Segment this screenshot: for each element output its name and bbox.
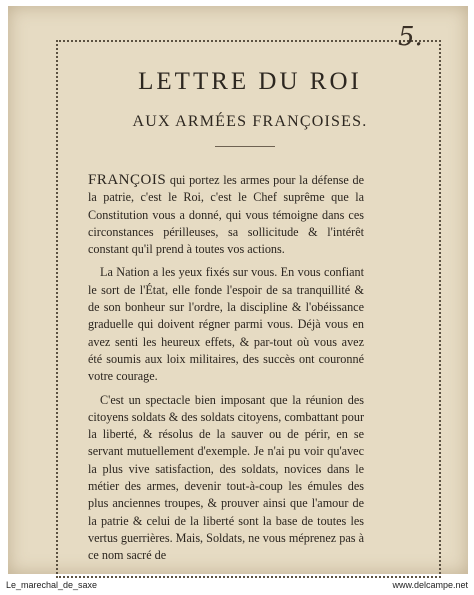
paragraph-2 [88, 264, 364, 385]
letter-body [88, 172, 364, 571]
site-url: www.delcampe.net [392, 580, 468, 590]
seller-name: Le_marechal_de_saxe [6, 580, 98, 590]
paragraph-text: qui portez les armes pour la défense de la patrie, c'est le Roi, c'est le Chef suprême que la Constitution vous a donné, qui vous témoigne dans ces circonstances périlleuses, sa sollicitude & l'intérêt constant qu'il prend à toutes vos actions. [88, 173, 364, 257]
document-title: LETTRE DU ROI [138, 68, 362, 95]
document-subtitle: AUX ARMÉES FRANÇOISES. [132, 113, 368, 130]
paragraph-1 [88, 172, 364, 258]
paragraph-text: La Nation a les yeux fixés sur vous. En vous confiant le sort de l'État, elle fonde l'espoir de sa tranquillité & de son bonheur sur l'ordre, la discipline & l'obéissance graduelle qui doivent régner parmi vous. Déjà vous en avez senti les heureux effets, & par-tout où vous avez été soumis aux loix militaires, des succès ont couronné votre courage. [88, 265, 364, 384]
paragraph-3 [88, 392, 364, 565]
paragraph-text: C'est un spectacle bien imposant que la réunion des citoyens soldats & des soldats citoyens, combattant pour la liberté, & résolus de la sauver ou de périr, en se servant mutuellement d'exemple. Je n'ai pu voir qu'avec la plus vive satisfaction, des soldats, novices dans le métier des armes, devenir tout-à-coup les émules des plus anciennes troupes, & prouver ainsi que l'amour de la patrie & celui de la liberté sont la base de toutes les vertus guerrières. Mais, Soldats, ne vous méprenez pas à ce nom sacré de [88, 392, 364, 563]
title-rule [215, 146, 275, 147]
paragraph-lead: FRANÇOIS [88, 172, 167, 188]
page-number: 5. [398, 22, 423, 52]
